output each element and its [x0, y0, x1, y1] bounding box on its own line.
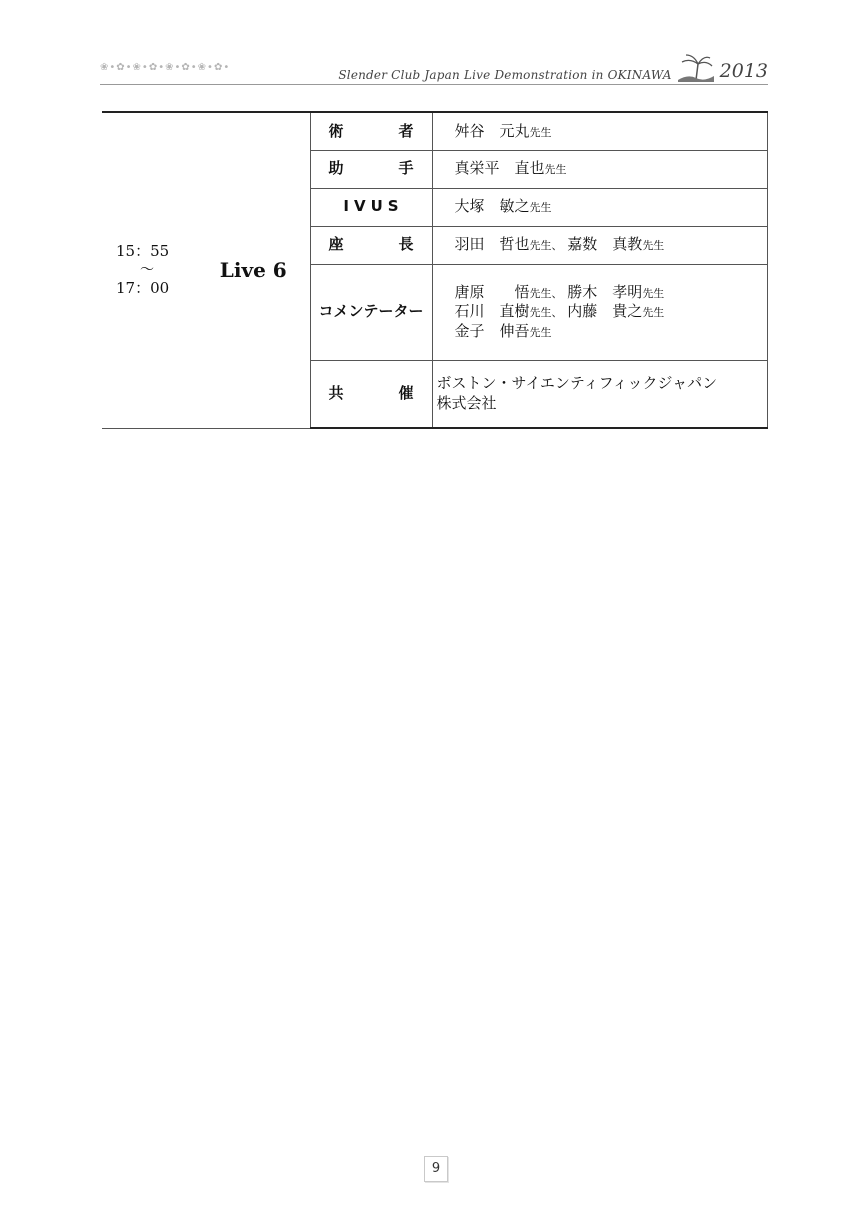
honorific: 先生 [642, 286, 665, 300]
honorific: 先生 [529, 125, 552, 139]
honorific: 先生 [642, 306, 665, 320]
person-name: 舛谷 元丸 [454, 121, 530, 140]
person-name: 大塚 敏之 [454, 197, 530, 216]
role-label: 助 手 [328, 159, 434, 178]
sponsor-cell [432, 360, 767, 428]
commentators-cell [432, 264, 767, 360]
role-label: IVUS [343, 197, 404, 216]
ivus-cell [432, 188, 767, 226]
time-end: 17：00 [116, 279, 170, 298]
time-cell [102, 112, 197, 428]
time-separator: ～ [140, 262, 154, 279]
role-label: 座 長 [328, 235, 434, 254]
person-name: 羽田 哲也 [454, 235, 530, 254]
palm-tree-logo-icon [676, 52, 716, 82]
header-year: 2013 [719, 60, 768, 82]
commentator-line [455, 302, 767, 322]
role-label: 術 者 [328, 121, 434, 140]
person-name: 嘉数 真教 [567, 235, 643, 254]
running-header [338, 52, 768, 82]
header-title: Slender Club Japan Live Demonstration in OKINAWA [338, 68, 672, 82]
honorific: 先生、 [529, 286, 563, 300]
person-name: 勝木 孝明 [567, 282, 643, 301]
table-row [102, 112, 767, 150]
role-chair [310, 226, 432, 264]
person-name: 石川 直樹 [454, 302, 530, 321]
role-operator [310, 112, 432, 150]
person-name: 唐原 悟 [454, 282, 530, 301]
header-rule [100, 84, 768, 85]
honorific: 先生、 [529, 306, 563, 320]
header-ornament: ❀•✿•❀•✿•❀•✿•❀•✿• [100, 62, 231, 73]
honorific: 先生 [529, 201, 552, 215]
honorific: 先生 [529, 325, 552, 339]
time-start: 15：55 [116, 241, 170, 260]
sponsor-company-type: 株式会社 [436, 393, 497, 412]
honorific: 先生 [642, 239, 665, 253]
operator-cell [432, 112, 767, 150]
session-title: Live 6 [219, 258, 287, 283]
role-assistant [310, 150, 432, 188]
person-name: 内藤 貴之 [567, 302, 643, 321]
chairs-cell [432, 226, 767, 264]
role-sponsor [310, 360, 432, 428]
commentator-line [455, 283, 767, 303]
honorific: 先生、 [529, 239, 563, 253]
person-name: 真栄平 直也 [454, 159, 545, 178]
schedule-table [102, 111, 768, 429]
role-commentator [310, 264, 432, 360]
role-label: コメンテーター [318, 302, 424, 321]
sponsor-name: ボストン・サイエンティフィックジャパン [436, 374, 718, 393]
page-number: 9 [424, 1156, 448, 1182]
role-ivus [310, 188, 432, 226]
person-name: 金子 伸吾 [454, 321, 530, 340]
commentator-line [455, 322, 767, 342]
role-label: 共 催 [328, 384, 434, 402]
assistant-cell [432, 150, 767, 188]
honorific: 先生 [544, 163, 567, 177]
session-cell [197, 112, 310, 428]
